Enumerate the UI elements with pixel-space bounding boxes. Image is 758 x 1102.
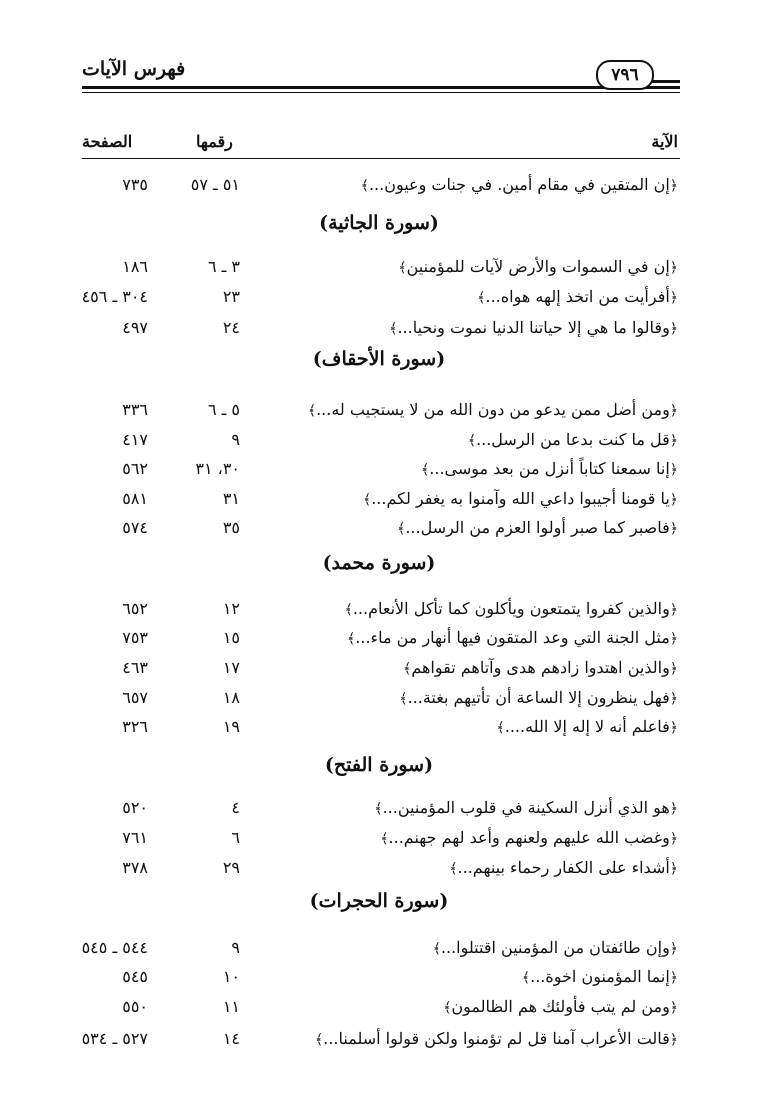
index-row xyxy=(0,997,758,1027)
ornate-bracket-close-icon: ﴾ xyxy=(380,831,389,847)
ornate-bracket-close-icon: ﴾ xyxy=(315,1032,324,1048)
ayah-text-content: أفرأيت من اتخذ إلهه هواه... xyxy=(485,287,670,306)
page-reference: ٥٤٥ xyxy=(122,967,148,986)
ayah-number: ٣٥ xyxy=(222,518,240,537)
ayah-text-content: يا قومنا أجيبوا داعي الله وآمنوا به يغفر لكم... xyxy=(371,489,670,508)
ayah-number: ٢٣ xyxy=(222,287,240,306)
ornate-bracket-open-icon: ﴿ xyxy=(669,801,678,817)
ayah-text xyxy=(315,1029,678,1048)
ornate-bracket-close-icon: ﴾ xyxy=(449,861,458,877)
ornate-bracket-close-icon: ﴾ xyxy=(374,801,383,817)
page-reference: ٥٢٠ xyxy=(122,798,148,817)
page-reference: ٣٢٦ xyxy=(122,717,148,736)
ayah-number: ٩ xyxy=(231,938,240,957)
ayah-text xyxy=(449,858,678,877)
ornate-bracket-close-icon: ﴾ xyxy=(477,290,486,306)
page-reference: ٤١٧ xyxy=(122,430,148,449)
column-header-ayah: الآية xyxy=(651,132,678,151)
column-header-rule xyxy=(82,158,680,159)
page-reference: ٦٥٢ xyxy=(122,599,148,618)
ornate-bracket-close-icon: ﴾ xyxy=(397,521,406,537)
ayah-text-content: وإن طائفتان من المؤمنين اقتتلوا... xyxy=(440,938,670,957)
ayah-text-content: قل ما كنت بدعا من الرسل... xyxy=(476,430,670,449)
page-reference: ٥٧٤ xyxy=(122,518,148,537)
page-reference: ٧٥٣ xyxy=(122,628,148,647)
ayah-text xyxy=(374,798,678,817)
ayah-text-content: فاصبر كما صبر أولوا العزم من الرسل... xyxy=(405,518,670,537)
surah-heading: (سورة الحجرات) xyxy=(309,890,449,912)
ayah-text xyxy=(433,938,678,957)
ayah-text-content: إنا سمعنا كتاباً أنزل من بعد موسى... xyxy=(429,459,670,478)
ornate-bracket-open-icon: ﴿ xyxy=(669,433,678,449)
ayah-text-content: إن المتقين في مقام أمين. في جنات وعيون... xyxy=(368,175,670,194)
index-row xyxy=(0,430,758,460)
ornate-bracket-open-icon: ﴿ xyxy=(669,941,678,957)
ayah-number: ١٧ xyxy=(222,658,240,677)
ayah-text xyxy=(477,287,678,306)
ornate-bracket-open-icon: ﴿ xyxy=(669,970,678,986)
index-row xyxy=(0,717,758,747)
ayah-text-content: إنما المؤمنون اخوة... xyxy=(530,967,670,986)
index-row xyxy=(0,400,758,430)
page-reference: ٣٠٤ ـ ٤٥٦ xyxy=(81,287,148,306)
ayah-text xyxy=(399,688,678,707)
surah-heading: (سورة الأحقاف) xyxy=(312,348,446,370)
ornate-bracket-open-icon: ﴿ xyxy=(669,492,678,508)
ornate-bracket-open-icon: ﴿ xyxy=(669,691,678,707)
page-reference: ٤٩٧ xyxy=(122,318,148,337)
page-reference: ٥٦٢ xyxy=(122,459,148,478)
ayah-text-content: والذين اهتدوا زادهم هدى وآتاهم تقواهم xyxy=(411,658,670,677)
ornate-bracket-close-icon: ﴾ xyxy=(496,720,505,736)
ornate-bracket-open-icon: ﴿ xyxy=(669,661,678,677)
ayah-text xyxy=(497,717,678,736)
index-row xyxy=(0,798,758,828)
ayah-number: ١٠ xyxy=(222,967,240,986)
index-row xyxy=(0,599,758,629)
surah-heading: (سورة الفتح) xyxy=(324,754,434,776)
index-row xyxy=(0,459,758,489)
page-reference: ١٨٦ xyxy=(122,257,148,276)
ayah-number: ١١ xyxy=(222,997,240,1016)
page-reference: ٦٥٧ xyxy=(122,688,148,707)
ayah-text-content: أشداء على الكفار رحماء بينهم... xyxy=(457,858,670,877)
ayah-text xyxy=(389,318,678,337)
ornate-bracket-close-icon: ﴾ xyxy=(398,260,407,276)
ayah-text-content: وقالوا ما هي إلا حياتنا الدنيا نموت ونحيا... xyxy=(397,318,670,337)
index-row xyxy=(0,489,758,519)
ornate-bracket-close-icon: ﴾ xyxy=(467,433,477,449)
column-header-number: رقمها xyxy=(196,132,233,151)
index-row xyxy=(0,318,758,348)
ornate-bracket-close-icon: ﴾ xyxy=(443,1000,452,1016)
ornate-bracket-open-icon: ﴿ xyxy=(669,321,678,337)
ornate-bracket-close-icon: ﴾ xyxy=(363,492,372,508)
ayah-text-content: قالت الأعراب آمنا قل لم تؤمنوا ولكن قولوا أسلمنا... xyxy=(323,1029,670,1048)
ayah-number: ١٩ xyxy=(222,717,240,736)
ayah-text-content: هو الذي أنزل السكينة في قلوب المؤمنين... xyxy=(382,798,670,817)
ayah-number: ١٨ xyxy=(222,688,240,707)
index-row xyxy=(0,938,758,968)
ayah-text-content: مثل الجنة التي وعد المتقون فيها أنهار من ماء... xyxy=(355,628,670,647)
ayah-number: ٢٩ xyxy=(222,858,240,877)
page-reference: ٣٧٨ xyxy=(122,858,148,877)
running-header-title: فهرس الآيات xyxy=(82,58,186,80)
page-reference: ٥٥٠ xyxy=(122,997,148,1016)
page-reference: ٤٦٣ xyxy=(122,658,148,677)
ayah-text xyxy=(443,997,678,1016)
ornate-bracket-open-icon: ﴿ xyxy=(669,403,678,419)
ayah-text xyxy=(398,257,678,276)
ayah-number: ٣ ـ ٦ xyxy=(207,257,240,276)
ayah-number: ٩ xyxy=(231,430,240,449)
page-reference: ٣٣٦ xyxy=(122,400,148,419)
ornate-bracket-close-icon: ﴾ xyxy=(344,602,353,618)
index-row xyxy=(0,1029,758,1059)
ornate-bracket-open-icon: ﴿ xyxy=(669,521,678,537)
page-number: ٧٩٦ xyxy=(596,60,654,90)
ayah-text xyxy=(522,967,678,986)
ornate-bracket-open-icon: ﴿ xyxy=(669,861,678,877)
ornate-bracket-close-icon: ﴾ xyxy=(399,691,408,707)
header-rule-thick xyxy=(82,86,680,89)
ayah-text-content: فاعلم أنه لا إله إلا الله.... xyxy=(504,717,670,736)
ayah-text-content: وغضب الله عليهم ولعنهم وأعد لهم جهنم... xyxy=(388,828,670,847)
ornate-bracket-open-icon: ﴿ xyxy=(669,290,678,306)
ornate-bracket-close-icon: ﴾ xyxy=(421,462,430,478)
ornate-bracket-open-icon: ﴿ xyxy=(669,602,678,618)
ornate-bracket-open-icon: ﴿ xyxy=(669,178,678,194)
ayah-number: ١٥ xyxy=(222,628,240,647)
surah-heading: (سورة الجاثية) xyxy=(319,212,439,234)
index-row xyxy=(0,628,758,658)
ayah-text xyxy=(380,828,678,847)
ayah-number: ٥ ـ ٦ xyxy=(207,400,240,419)
ayah-number: ١٤ xyxy=(222,1029,240,1048)
index-row xyxy=(0,257,758,287)
ornate-bracket-close-icon: ﴾ xyxy=(347,631,356,647)
ayah-number: ٦ xyxy=(231,828,240,847)
index-row xyxy=(0,658,758,688)
ornate-bracket-open-icon: ﴿ xyxy=(669,1000,678,1016)
page-reference: ٥٤٤ ـ ٥٤٥ xyxy=(81,938,148,957)
ayah-text xyxy=(397,518,678,537)
ornate-bracket-open-icon: ﴿ xyxy=(669,1032,678,1048)
ayah-text xyxy=(345,599,678,618)
ornate-bracket-close-icon: ﴾ xyxy=(360,178,369,194)
ayah-text-content: ومن لم يتب فأولئك هم الظالمون xyxy=(451,997,670,1016)
ayah-number: ٤ xyxy=(231,798,240,817)
ayah-text xyxy=(403,658,678,677)
ornate-bracket-open-icon: ﴿ xyxy=(669,720,678,736)
ayah-text-content: فهل ينظرون إلا الساعة أن تأتيهم بغتة... xyxy=(407,688,670,707)
ayah-number: ٣١ xyxy=(222,489,240,508)
column-header-page: الصفحة xyxy=(82,132,133,151)
ayah-text xyxy=(363,489,678,508)
surah-heading: (سورة محمد) xyxy=(322,552,436,574)
ayah-number: ٥١ ـ ٥٧ xyxy=(190,175,240,194)
ornate-bracket-close-icon: ﴾ xyxy=(521,970,531,986)
ayah-text-content: والذين كفروا يتمتعون ويأكلون كما تأكل الأنعام... xyxy=(352,599,670,618)
ayah-number: ١٢ xyxy=(222,599,240,618)
ornate-bracket-open-icon: ﴿ xyxy=(669,462,678,478)
page-reference: ٧٣٥ xyxy=(122,175,148,194)
ayah-text xyxy=(421,459,678,478)
index-row xyxy=(0,175,758,205)
index-row xyxy=(0,828,758,858)
ornate-bracket-close-icon: ﴾ xyxy=(307,403,317,419)
ayah-number: ٣٠، ٣١ xyxy=(195,459,240,478)
ornate-bracket-open-icon: ﴿ xyxy=(669,260,678,276)
page-reference: ٧٦١ xyxy=(122,828,148,847)
page-reference: ٥٢٧ ـ ٥٣٤ xyxy=(81,1029,148,1048)
ornate-bracket-close-icon: ﴾ xyxy=(432,941,441,957)
page-reference: ٥٨١ xyxy=(122,489,148,508)
index-row xyxy=(0,688,758,718)
ornate-bracket-open-icon: ﴿ xyxy=(669,631,678,647)
ayah-text xyxy=(308,400,678,419)
ornate-bracket-open-icon: ﴿ xyxy=(669,831,678,847)
header-rule-short xyxy=(650,80,680,83)
ayah-text-content: إن في السموات والأرض لآيات للمؤمنين xyxy=(406,257,670,276)
ornate-bracket-close-icon: ﴾ xyxy=(403,661,412,677)
ayah-text xyxy=(347,628,678,647)
ornate-bracket-close-icon: ﴾ xyxy=(389,321,398,337)
ayah-text-content: ومن أضل ممن يدعو من دون الله من لا يستجيب له... xyxy=(316,400,670,419)
index-row xyxy=(0,967,758,997)
header-rule-thin xyxy=(82,92,680,93)
ayah-text xyxy=(361,175,678,194)
index-row xyxy=(0,858,758,888)
index-row xyxy=(0,518,758,548)
index-row xyxy=(0,287,758,317)
ayah-number: ٢٤ xyxy=(222,318,240,337)
ayah-text xyxy=(468,430,678,449)
